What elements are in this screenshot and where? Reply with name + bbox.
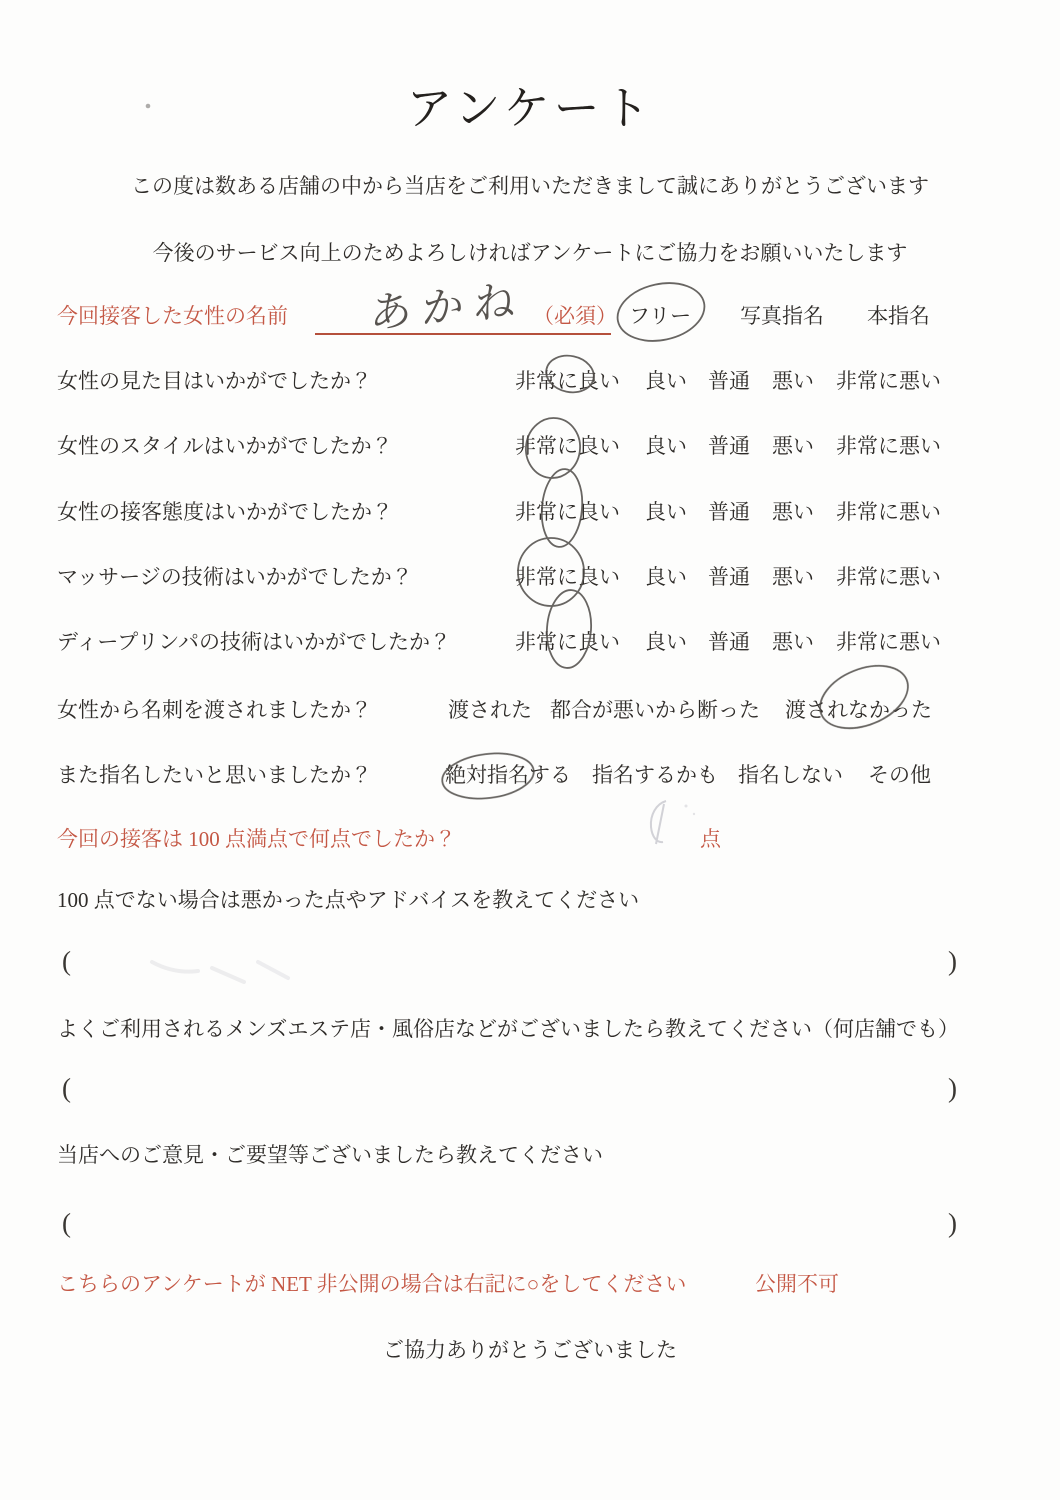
name-option-shashin-shimei: 写真指名 — [740, 304, 824, 328]
rating-option: 非常に悪い — [836, 434, 941, 458]
erased-mark — [152, 962, 198, 972]
rating-option: 良い — [645, 500, 687, 524]
rating-option: 悪い — [772, 500, 814, 524]
rating-option: 非常に悪い — [836, 500, 941, 524]
rating-option: 良い — [645, 434, 687, 458]
repeat-option-zettai: 絶対指名する — [445, 763, 571, 787]
rating-option: 良い — [645, 369, 687, 393]
faint-speck — [685, 805, 688, 808]
answer-line-1-close-paren: ) — [948, 946, 957, 976]
rating-question-label: ディープリンパの技術はいかがでしたか？ — [57, 630, 451, 654]
answer-line-2-open-paren: ( — [62, 1073, 71, 1103]
rating-option: 非常に良い — [515, 630, 620, 654]
score-question-label: 今回の接客は 100 点満点で何点でしたか？ — [57, 827, 456, 851]
erased-mark — [258, 962, 288, 978]
advice-question-label: 100 点でない場合は悪かった点やアドバイスを教えてください — [57, 888, 640, 912]
name-option-free: フリー — [629, 304, 692, 328]
rating-question-label: 女性の見た目はいかがでしたか？ — [57, 369, 372, 393]
rating-option: 悪い — [772, 434, 814, 458]
answer-line-3-open-paren: ( — [62, 1208, 71, 1238]
intro-line-2: 今後のサービス向上のためよろしければアンケートにご協力をお願いいたします — [152, 241, 908, 265]
rating-option: 良い — [645, 630, 687, 654]
name-question-label: 今回接客した女性の名前 — [57, 304, 288, 328]
rating-option: 非常に悪い — [836, 630, 941, 654]
net-question-label: こちらのアンケートが NET 非公開の場合は右記に○をしてください — [57, 1272, 687, 1296]
rating-option: 普通 — [708, 500, 750, 524]
faint-speck — [693, 813, 695, 815]
repeat-option-sonota: その他 — [868, 763, 931, 787]
repeat-option-shinai: 指名しない — [738, 763, 843, 787]
repeat-option-kamo: 指名するかも — [592, 763, 718, 787]
repeat-question-label: また指名したいと思いましたか？ — [57, 763, 372, 787]
score-unit-label: 点 — [700, 827, 721, 851]
card-question-label: 女性から名刺を渡されましたか？ — [57, 698, 372, 722]
rating-option: 普通 — [708, 434, 750, 458]
card-option-watasarenakatta: 渡されなかった — [785, 698, 932, 722]
rating-option: 普通 — [708, 630, 750, 654]
closing-text: ご協力ありがとうございました — [383, 1338, 677, 1362]
page-title: アンケート — [406, 83, 654, 134]
rating-option: 良い — [645, 565, 687, 589]
rating-option: 悪い — [772, 630, 814, 654]
erased-mark — [212, 968, 244, 982]
rating-question-label: 女性のスタイルはいかがでしたか？ — [57, 434, 393, 458]
rating-question-label: 女性の接客態度はいかがでしたか？ — [57, 500, 393, 524]
handwritten-name: あかね — [368, 278, 527, 339]
rating-option: 悪い — [772, 369, 814, 393]
answer-line-3-close-paren: ) — [948, 1208, 957, 1238]
feedback-question-label: 当店へのご意見・ご要望等ございましたら教えてください — [57, 1143, 603, 1167]
card-option-kotowatta: 都合が悪いから断った — [550, 698, 760, 722]
rating-option: 悪い — [772, 565, 814, 589]
name-option-hon-shimei: 本指名 — [867, 304, 930, 328]
rating-option: 非常に良い — [515, 434, 620, 458]
rating-option: 普通 — [708, 369, 750, 393]
intro-line-1: この度は数ある店舗の中から当店をご利用いただきまして誠にありがとうございます — [131, 174, 929, 198]
answer-line-1-open-paren: ( — [62, 946, 71, 976]
rating-option: 非常に悪い — [836, 565, 941, 589]
shops-question-label: よくご利用されるメンズエステ店・風俗店などがございましたら教えてください（何店舗でも） — [57, 1017, 959, 1041]
card-option-watasareta: 渡された — [448, 698, 532, 722]
answer-line-2-close-paren: ) — [948, 1073, 957, 1103]
rating-option: 普通 — [708, 565, 750, 589]
net-option-label: 公開不可 — [755, 1272, 839, 1296]
rating-option: 非常に良い — [515, 500, 620, 524]
rating-option: 非常に悪い — [836, 369, 941, 393]
rating-option: 非常に良い — [515, 565, 620, 589]
required-note: （必須） — [533, 304, 617, 328]
rating-option: 非常に良い — [515, 369, 620, 393]
name-underline — [315, 333, 611, 335]
faint-score-mark — [651, 801, 666, 844]
rating-question-label: マッサージの技術はいかがでしたか？ — [57, 565, 413, 589]
